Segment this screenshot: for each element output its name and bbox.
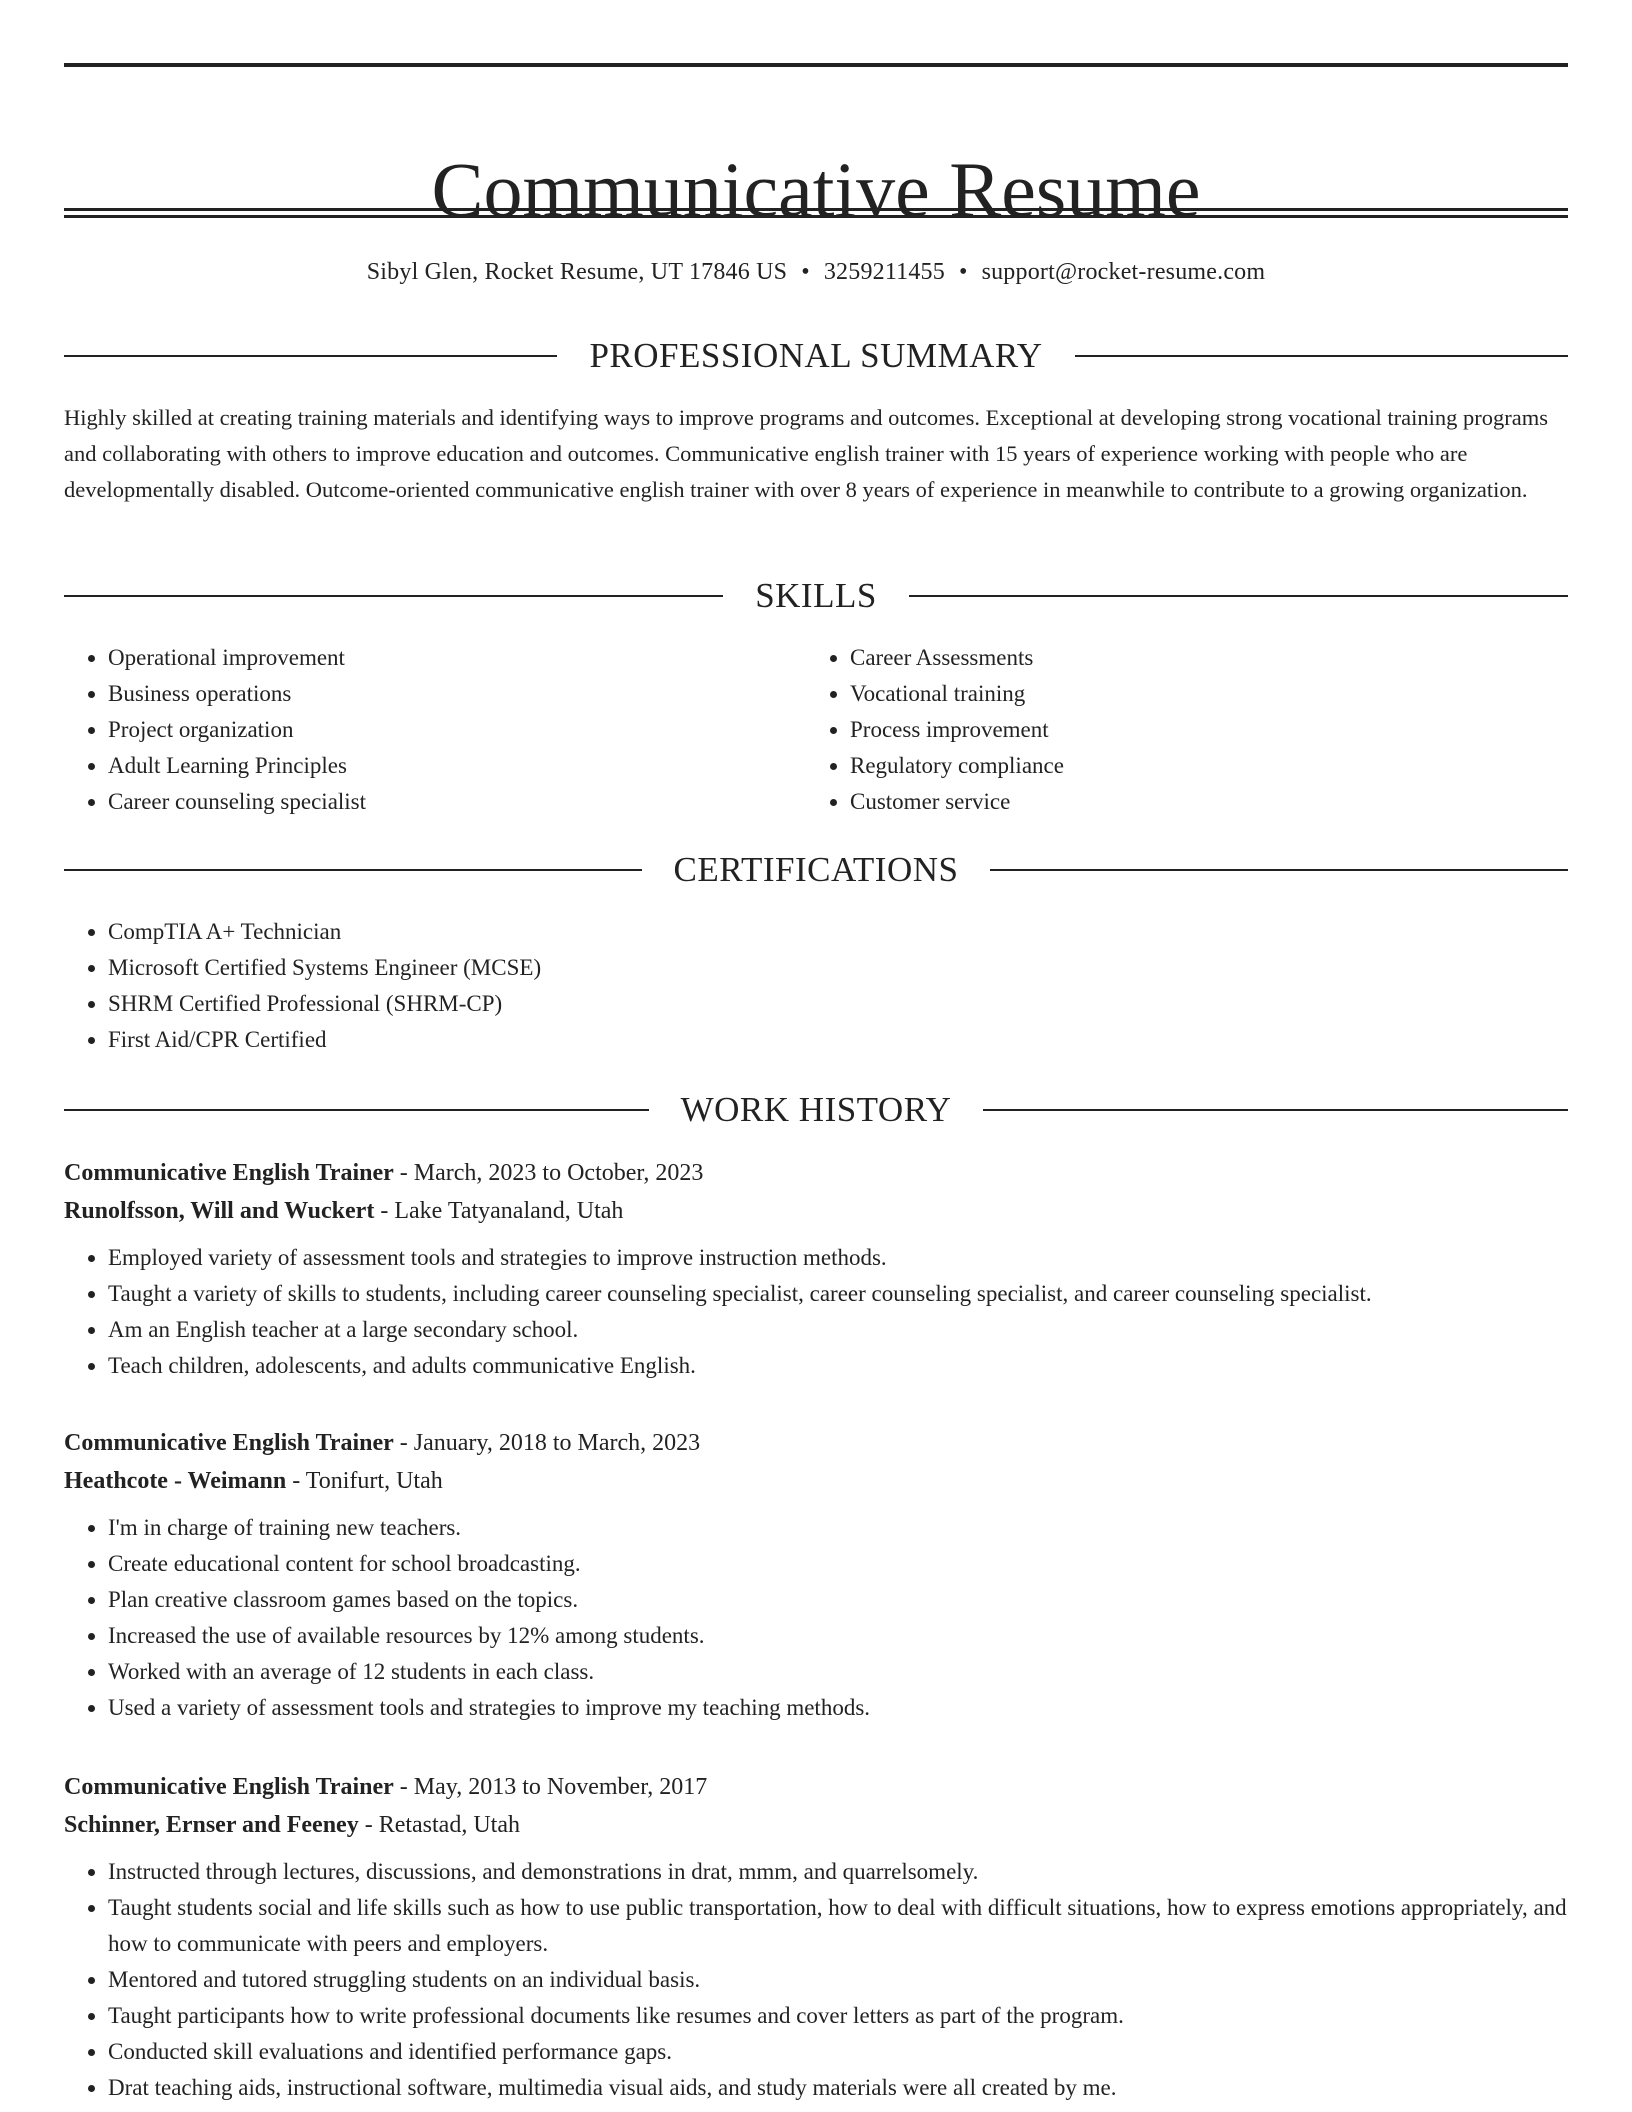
skill-item: • Career Assessments bbox=[850, 640, 1546, 676]
skills-list-left bbox=[64, 640, 804, 820]
skills-list-right bbox=[806, 640, 1546, 820]
job-title: Communicative English Trainer bbox=[64, 1430, 394, 1456]
contact-email[interactable]: support@rocket-resume.com bbox=[981, 259, 1266, 285]
job-role-line bbox=[64, 1424, 1568, 1462]
contact-phone: 3259211455 bbox=[823, 259, 945, 285]
job-location: - Retastad, Utah bbox=[358, 1812, 520, 1838]
job-company: Heathcote - Weimann bbox=[64, 1468, 287, 1494]
job-bullets bbox=[64, 1854, 1568, 2106]
job-bullet: • Drat teaching aids, instructional software, multimedia visual aids, and study materials were all created by me. bbox=[108, 2070, 1568, 2106]
certification-item: • SHRM Certified Professional (SHRM-CP) bbox=[108, 986, 1568, 1022]
job-role-line bbox=[64, 1154, 1568, 1192]
job-bullet: • Conducted skill evaluations and identified performance gaps. bbox=[108, 2034, 1568, 2070]
job-bullet: • Plan creative classroom games based on the topics. bbox=[108, 1582, 1568, 1618]
certifications-list bbox=[64, 914, 1568, 1058]
job-bullet: • Taught a variety of skills to students, including career counseling specialist, career counseling specialist, and career counseling specialist. bbox=[108, 1276, 1568, 1312]
job-company-line bbox=[64, 1462, 1568, 1500]
job-dates: - January, 2018 to March, 2023 bbox=[393, 1430, 701, 1456]
job-entry-2 bbox=[64, 1424, 1568, 1726]
skill-item: • Vocational training bbox=[850, 676, 1546, 712]
skill-item: • Business operations bbox=[108, 676, 804, 712]
section-heading-summary bbox=[64, 334, 1568, 378]
professional-summary: Highly skilled at creating training materials and identifying ways to improve programs and outcomes. Exceptional at developing strong vocational training programs and collaborating with others to improve education and outcomes. Communicative english trainer with 15 years of experience working with people who are developmentally disabled. Outcome-oriented communicative english trainer with over 8 years of experience in meanwhile to contribute to a growing organization. bbox=[64, 405, 1549, 502]
heading-rule-right bbox=[990, 869, 1568, 871]
job-bullet: • Teach children, adolescents, and adults communicative English. bbox=[108, 1348, 1568, 1384]
section-heading-label: SKILLS bbox=[755, 576, 877, 615]
heading-rule-left bbox=[64, 595, 723, 597]
skill-item: • Regulatory compliance bbox=[850, 748, 1546, 784]
job-title: Communicative English Trainer bbox=[64, 1774, 394, 1800]
heading-rule-left bbox=[64, 1109, 649, 1111]
heading-rule-right bbox=[1075, 355, 1568, 357]
title-double-rule-lower bbox=[64, 215, 1568, 218]
job-company: Schinner, Ernser and Feeney bbox=[64, 1812, 359, 1838]
skill-item: • Career counseling specialist bbox=[108, 784, 804, 820]
job-bullet: • Taught participants how to write professional documents like resumes and cover letters as part of the program. bbox=[108, 1998, 1568, 2034]
certification-item: • Microsoft Certified Systems Engineer (MCSE) bbox=[108, 950, 1568, 986]
job-bullets bbox=[64, 1510, 1568, 1726]
job-bullet: • I'm in charge of training new teachers. bbox=[108, 1510, 1568, 1546]
heading-rule-right bbox=[909, 595, 1568, 597]
skill-item: • Operational improvement bbox=[108, 640, 804, 676]
contact-address: Sibyl Glen, Rocket Resume, UT 17846 US bbox=[366, 259, 788, 285]
heading-rule-right bbox=[983, 1109, 1568, 1111]
section-heading-label: CERTIFICATIONS bbox=[673, 850, 959, 889]
section-heading-label: WORK HISTORY bbox=[680, 1090, 952, 1129]
section-heading-skills bbox=[64, 574, 1568, 618]
job-bullet: • Worked with an average of 12 students in each class. bbox=[108, 1654, 1568, 1690]
job-role-line bbox=[64, 1768, 1568, 1806]
job-bullet: • Create educational content for school broadcasting. bbox=[108, 1546, 1568, 1582]
section-heading-certifications bbox=[64, 848, 1568, 892]
skill-item: • Project organization bbox=[108, 712, 804, 748]
job-bullet: • Increased the use of available resources by 12% among students. bbox=[108, 1618, 1568, 1654]
job-dates: - March, 2023 to October, 2023 bbox=[393, 1160, 704, 1186]
job-company-line bbox=[64, 1806, 1568, 1844]
certifications-block bbox=[64, 914, 1568, 1058]
resume-title: Communicative Resume bbox=[431, 146, 1201, 234]
job-bullet: • Instructed through lectures, discussions, and demonstrations in drat, mmm, and quarrelsomely. bbox=[108, 1854, 1568, 1890]
job-bullet: • Employed variety of assessment tools and strategies to improve instruction methods. bbox=[108, 1240, 1568, 1276]
section-heading-work-history bbox=[64, 1088, 1568, 1132]
skill-item: • Adult Learning Principles bbox=[108, 748, 804, 784]
contact-line bbox=[64, 255, 1568, 289]
job-entry-1 bbox=[64, 1154, 1568, 1384]
contact-separator: • bbox=[801, 259, 810, 285]
title-double-rule-upper bbox=[64, 208, 1568, 211]
job-bullet: • Mentored and tutored struggling students on an individual basis. bbox=[108, 1962, 1568, 1998]
job-entry-3 bbox=[64, 1768, 1568, 2106]
job-bullets bbox=[64, 1240, 1568, 1384]
skills-column-left bbox=[64, 640, 804, 820]
section-heading-label: PROFESSIONAL SUMMARY bbox=[589, 336, 1043, 375]
certification-item: • First Aid/CPR Certified bbox=[108, 1022, 1568, 1058]
skills-column-right bbox=[806, 640, 1546, 820]
skill-item: • Customer service bbox=[850, 784, 1546, 820]
job-location: - Lake Tatyanaland, Utah bbox=[374, 1198, 624, 1224]
job-dates: - May, 2013 to November, 2017 bbox=[393, 1774, 708, 1800]
heading-rule-left bbox=[64, 355, 557, 357]
top-rule bbox=[64, 63, 1568, 67]
job-company: Runolfsson, Will and Wuckert bbox=[64, 1198, 375, 1224]
job-location: - Tonifurt, Utah bbox=[286, 1468, 443, 1494]
skill-item: • Process improvement bbox=[850, 712, 1546, 748]
job-bullet: • Used a variety of assessment tools and strategies to improve my teaching methods. bbox=[108, 1690, 1568, 1726]
certification-item: • CompTIA A+ Technician bbox=[108, 914, 1568, 950]
job-bullet: • Am an English teacher at a large secondary school. bbox=[108, 1312, 1568, 1348]
contact-separator: • bbox=[958, 259, 968, 285]
job-title: Communicative English Trainer bbox=[64, 1160, 394, 1186]
heading-rule-left bbox=[64, 869, 642, 871]
job-company-line bbox=[64, 1192, 1568, 1230]
job-bullet: • Taught students social and life skills such as how to use public transportation, how to deal with difficult situations, how to express emotions appropriately, and how to communicate with peers and employers. bbox=[108, 1890, 1568, 1962]
